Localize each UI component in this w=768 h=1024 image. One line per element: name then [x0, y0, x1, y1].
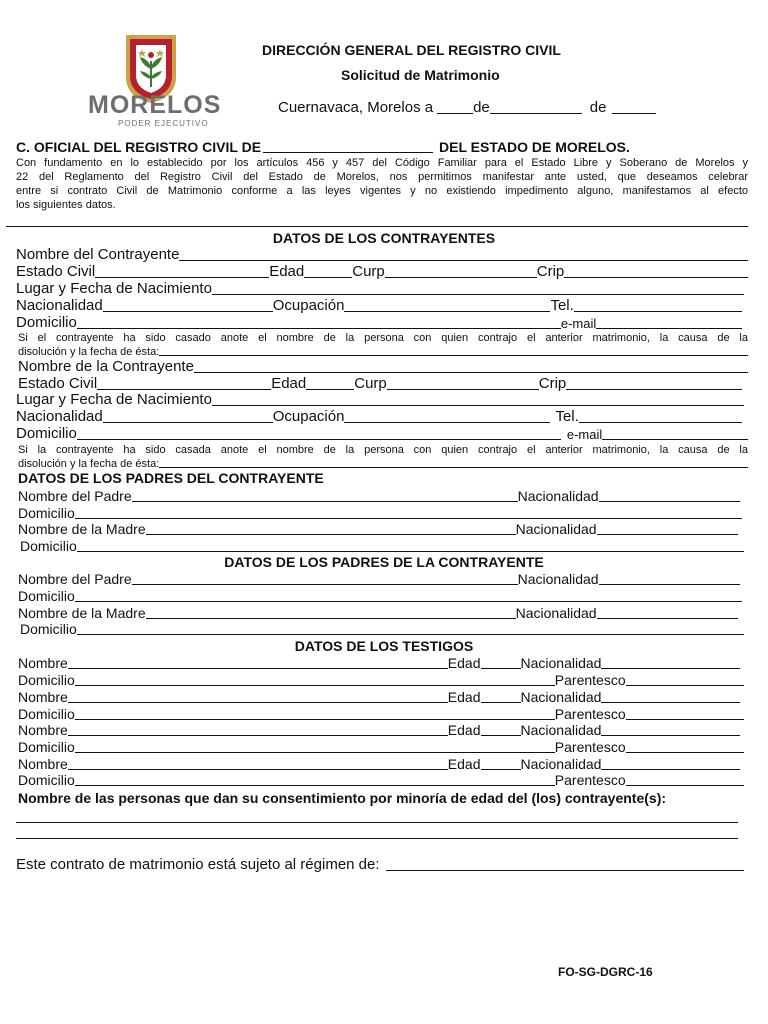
- field-testigo-nacionalidad[interactable]: [601, 769, 740, 770]
- field-estado-civil[interactable]: [97, 389, 271, 390]
- label-domicilio: Domicilio: [20, 621, 77, 637]
- label-nombre: Nombre: [18, 722, 68, 738]
- field-crip[interactable]: [566, 389, 742, 390]
- label-domicilio: Domicilio: [18, 706, 75, 722]
- label-ocupacion: Ocupación: [272, 408, 345, 425]
- field-testigo-parentesco[interactable]: [626, 685, 744, 686]
- field-email[interactable]: [596, 328, 742, 329]
- page-title: DIRECCIÓN GENERAL DEL REGISTRO CIVIL: [262, 42, 561, 58]
- label-nacionalidad: Nacionalidad: [520, 655, 602, 671]
- label-crip: Crip: [538, 375, 567, 392]
- label-nacionalidad: Nacionalidad: [517, 488, 599, 504]
- field-testigo-domicilio[interactable]: [75, 719, 555, 720]
- field-lugar-fecha[interactable]: [212, 405, 744, 406]
- row-domicilio-2: [16, 425, 748, 442]
- field-nacionalidad[interactable]: [103, 422, 273, 423]
- field-testigo-nacionalidad[interactable]: [601, 735, 740, 736]
- field-regimen[interactable]: [386, 870, 744, 871]
- section-heading-contrayentes: DATOS DE LOS CONTRAYENTES: [272, 230, 496, 246]
- row-testigo-2-domicilio: [18, 706, 744, 722]
- addressee-prefix: C. OFICIAL DEL REGISTRO CIVIL DE: [16, 139, 262, 155]
- intro-line-3: entre si contrato Civil de Matrimonio conforme a las leyes vigentes y no existiendo impedimento alguno, manifestamos al efecto: [16, 185, 748, 197]
- label-edad: Edad: [269, 263, 305, 280]
- field-nombre-madre[interactable]: [146, 534, 516, 535]
- field-testigo-nombre[interactable]: [68, 735, 448, 736]
- field-crip[interactable]: [564, 277, 748, 278]
- field-edad[interactable]: [306, 389, 354, 390]
- field-domicilio-madre[interactable]: [77, 551, 744, 552]
- morelos-logo: [84, 33, 222, 133]
- field-estado-civil[interactable]: [95, 277, 269, 278]
- field-testigo-nacionalidad[interactable]: [601, 702, 740, 703]
- section-heading-padres-contrayente: DATOS DE LOS PADRES DEL CONTRAYENTE: [18, 470, 324, 486]
- field-nacionalidad-madre[interactable]: [597, 534, 738, 535]
- row-madre-2: [18, 605, 738, 621]
- row-disolucion-2: [18, 458, 748, 470]
- row-nombre-contrayente: [16, 246, 748, 263]
- logo-name: MORELOS: [88, 91, 222, 119]
- field-curp[interactable]: [385, 277, 537, 278]
- label-domicilio: Domicilio: [16, 314, 77, 331]
- regimen-label: Este contrato de matrimonio está sujeto al régimen de:: [16, 856, 380, 873]
- place-de-2: de: [589, 99, 607, 116]
- row-testigo-3-nombre: [18, 722, 740, 738]
- field-ocupacion[interactable]: [344, 311, 550, 312]
- label-parentesco: Parentesco: [554, 672, 626, 688]
- section-divider: [6, 226, 748, 227]
- field-disolucion[interactable]: [159, 467, 748, 468]
- field-testigo-domicilio[interactable]: [75, 785, 555, 786]
- field-nombre-padre[interactable]: [132, 584, 518, 585]
- field-domicilio-padre[interactable]: [75, 518, 742, 519]
- row-domicilio-madre-1: [20, 538, 744, 554]
- consentimiento-field-1[interactable]: [16, 822, 738, 823]
- field-nacionalidad-padre[interactable]: [599, 501, 740, 502]
- row-nacionalidad-1: [16, 297, 742, 314]
- label-nacionalidad: Nacionalidad: [520, 722, 602, 738]
- label-disolucion: disolución y la fecha de ésta:: [18, 458, 160, 470]
- field-ocupacion[interactable]: [344, 422, 550, 423]
- field-nacionalidad[interactable]: [103, 311, 273, 312]
- field-tel[interactable]: [579, 422, 742, 423]
- field-nombre-padre[interactable]: [132, 501, 518, 502]
- label-lugar-fecha: Lugar y Fecha de Nacimiento: [16, 391, 212, 408]
- label-curp: Curp: [354, 375, 387, 392]
- label-domicilio: Domicilio: [18, 672, 75, 688]
- field-curp[interactable]: [387, 389, 539, 390]
- row-testigo-1-nombre: [18, 655, 740, 671]
- label-email: e-mail: [566, 427, 603, 442]
- place-de-1: de: [473, 99, 490, 116]
- intro-line-2: 22 del Reglamento del Registro Civil del Estado de Morelos, nos permitimos manifestar ante usted, que deseamos celebrar: [16, 171, 748, 183]
- field-nombre-madre[interactable]: [146, 618, 516, 619]
- label-tel: Tel.: [555, 408, 579, 425]
- row-domicilio-madre-2: [20, 621, 744, 637]
- row-madre-1: [18, 521, 738, 537]
- label-nombre-madre: Nombre de la Madre: [18, 605, 146, 621]
- row-domicilio-padre-2: [18, 588, 742, 604]
- label-edad: Edad: [447, 722, 481, 738]
- field-testigo-edad[interactable]: [481, 668, 521, 669]
- field-testigo-domicilio[interactable]: [75, 685, 555, 686]
- intro-line-4: los siguientes datos.: [16, 199, 116, 211]
- label-nombre: Nombre: [18, 756, 68, 772]
- field-testigo-edad[interactable]: [481, 735, 521, 736]
- label-parentesco: Parentesco: [554, 772, 626, 788]
- label-nombre-madre: Nombre de la Madre: [18, 521, 146, 537]
- row-lugar-fecha-1: [16, 280, 744, 297]
- label-nombre-contrayente: Nombre del Contrayente: [16, 246, 180, 263]
- logo-tagline: PODER EJECUTIVO: [118, 119, 209, 128]
- day-field[interactable]: [437, 113, 473, 114]
- row-domicilio-padre-1: [18, 505, 742, 521]
- label-domicilio: Domicilio: [16, 425, 77, 442]
- field-nacionalidad-madre[interactable]: [597, 618, 738, 619]
- label-nacionalidad: Nacionalidad: [16, 297, 103, 314]
- consentimiento-label: Nombre de las personas que dan su consentimiento por minoría de edad del (los) contrayente(s):: [18, 790, 667, 806]
- row-disolucion-1: [18, 346, 748, 358]
- field-testigo-nombre[interactable]: [68, 668, 448, 669]
- label-nacionalidad: Nacionalidad: [515, 605, 597, 621]
- field-disolucion[interactable]: [159, 355, 748, 356]
- intro-line-1: Con fundamento en lo establecido por los artículos 456 y 457 del Código Familiar para el Estado Libre y Soberano de Morelos y: [16, 157, 748, 169]
- field-domicilio-madre[interactable]: [77, 634, 744, 635]
- label-parentesco: Parentesco: [554, 739, 626, 755]
- label-edad: Edad: [447, 655, 481, 671]
- month-field[interactable]: [490, 113, 582, 114]
- row-lugar-fecha-2: [16, 391, 744, 408]
- field-tel[interactable]: [574, 311, 742, 312]
- label-edad: Edad: [447, 756, 481, 772]
- place-date-line: [278, 99, 656, 116]
- label-nacionalidad: Nacionalidad: [520, 689, 602, 705]
- label-crip: Crip: [536, 263, 565, 280]
- addressee-line: [16, 139, 688, 155]
- label-email: e-mail: [560, 316, 597, 331]
- field-domicilio[interactable]: [77, 328, 561, 329]
- label-nacionalidad: Nacionalidad: [515, 521, 597, 537]
- label-nombre-padre: Nombre del Padre: [18, 571, 132, 587]
- label-disolucion: disolución y la fecha de ésta:: [18, 346, 160, 358]
- label-lugar-fecha: Lugar y Fecha de Nacimiento: [16, 280, 212, 297]
- field-email[interactable]: [602, 439, 748, 440]
- field-nacionalidad-padre[interactable]: [599, 584, 740, 585]
- row-estado-civil-2: [18, 375, 742, 392]
- label-nacionalidad: Nacionalidad: [16, 408, 103, 425]
- label-edad: Edad: [271, 375, 307, 392]
- note-contrayente-1: Si el contrayente ha sido casado anote el nombre de la persona con quien contrajo el anterior matrimonio, la causa de la: [18, 332, 748, 344]
- section-heading-padres-la-contrayente: DATOS DE LOS PADRES DE LA CONTRAYENTE: [224, 554, 544, 570]
- field-edad[interactable]: [304, 277, 352, 278]
- field-nombre-la-contrayente[interactable]: [194, 372, 748, 373]
- label-nombre-padre: Nombre del Padre: [18, 488, 132, 504]
- year-field[interactable]: [612, 113, 656, 114]
- field-testigo-nombre[interactable]: [68, 769, 448, 770]
- field-testigo-nombre[interactable]: [68, 702, 448, 703]
- label-nombre: Nombre: [18, 689, 68, 705]
- label-domicilio: Domicilio: [18, 739, 75, 755]
- row-testigo-2-nombre: [18, 689, 740, 705]
- row-regimen: [16, 856, 744, 873]
- field-testigo-edad[interactable]: [481, 769, 521, 770]
- field-domicilio[interactable]: [77, 439, 561, 440]
- field-testigo-parentesco[interactable]: [626, 785, 744, 786]
- row-testigo-3-domicilio: [18, 739, 744, 755]
- label-estado-civil: Estado Civil: [18, 375, 98, 392]
- field-testigo-parentesco[interactable]: [626, 752, 744, 753]
- note-contrayente-2: Si la contrayente ha sido casada anote el nombre de la persona con quien contrajo el anterior matrimonio, la causa de la: [18, 444, 748, 456]
- label-domicilio: Domicilio: [18, 588, 75, 604]
- field-lugar-fecha[interactable]: [212, 294, 744, 295]
- field-domicilio-padre[interactable]: [75, 601, 742, 602]
- label-tel: Tel.: [550, 297, 574, 314]
- label-estado-civil: Estado Civil: [16, 263, 96, 280]
- field-nombre-contrayente[interactable]: [179, 260, 748, 261]
- row-nacionalidad-2: [16, 408, 742, 425]
- consentimiento-field-2[interactable]: [16, 838, 738, 839]
- section-heading-testigos: DATOS DE LOS TESTIGOS: [294, 638, 474, 654]
- row-padre-2: [18, 571, 740, 587]
- field-testigo-nacionalidad[interactable]: [601, 668, 740, 669]
- label-domicilio: Domicilio: [18, 505, 75, 521]
- field-testigo-domicilio[interactable]: [75, 752, 555, 753]
- row-domicilio-1: [16, 314, 742, 331]
- row-testigo-1-domicilio: [18, 672, 744, 688]
- label-domicilio: Domicilio: [20, 538, 77, 554]
- registry-office-field[interactable]: [263, 152, 433, 153]
- row-estado-civil-1: [16, 263, 748, 280]
- label-nombre-la-contrayente: Nombre de la Contrayente: [18, 358, 194, 375]
- field-testigo-parentesco[interactable]: [626, 719, 744, 720]
- form-code: FO-SG-DGRC-16: [558, 965, 653, 979]
- addressee-suffix: DEL ESTADO DE MORELOS.: [439, 139, 630, 155]
- place-prefix: Cuernavaca, Morelos a: [278, 99, 434, 116]
- label-curp: Curp: [352, 263, 385, 280]
- row-nombre-la-contrayente: [18, 358, 748, 375]
- row-padre-1: [18, 488, 740, 504]
- label-parentesco: Parentesco: [554, 706, 626, 722]
- page-subtitle: Solicitud de Matrimonio: [341, 67, 500, 83]
- row-testigo-4-nombre: [18, 756, 740, 772]
- label-nacionalidad: Nacionalidad: [517, 571, 599, 587]
- row-testigo-4-domicilio: [18, 772, 744, 788]
- label-edad: Edad: [447, 689, 481, 705]
- label-nacionalidad: Nacionalidad: [520, 756, 602, 772]
- label-ocupacion: Ocupación: [272, 297, 345, 314]
- label-nombre: Nombre: [18, 655, 68, 671]
- field-testigo-edad[interactable]: [481, 702, 521, 703]
- label-domicilio: Domicilio: [18, 772, 75, 788]
